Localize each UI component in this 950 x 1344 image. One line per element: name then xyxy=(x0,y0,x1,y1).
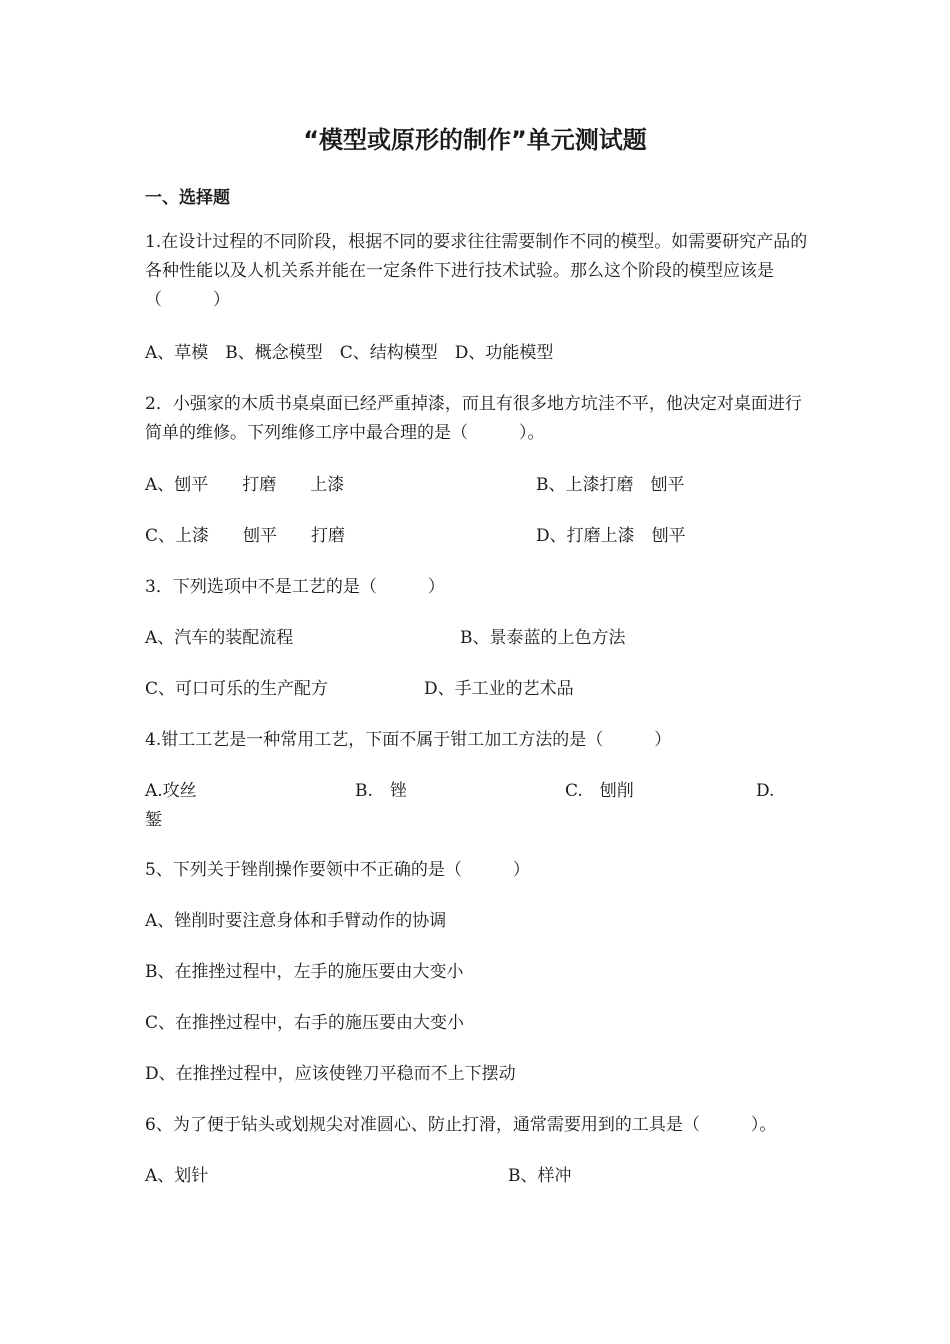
question-1-options: A、草模 B、概念模型 C、结构模型 D、功能模型 xyxy=(145,343,554,363)
question-3-option-b: B、景泰蓝的上色方法 xyxy=(460,628,626,648)
question-2-option-c: C、上漆 刨平 打磨 xyxy=(145,526,346,546)
question-5-option-d: D、在推挫过程中，应该使锉刀平稳而不上下摆动 xyxy=(145,1064,516,1084)
question-5: 5、下列关于锉削操作要领中不正确的是（ ） xyxy=(145,860,530,880)
page-title: “模型或原形的制作”单元测试题 xyxy=(303,126,647,154)
question-4-option-d-continued: 錾 xyxy=(145,810,162,830)
question-4-option-c: C. 刨削 xyxy=(565,781,634,801)
question-6-option-b: B、样冲 xyxy=(508,1166,572,1186)
question-4-option-a: A.攻丝 xyxy=(145,781,197,801)
question-2-option-a: A、刨平 打磨 上漆 xyxy=(145,475,345,495)
question-5-option-a: A、锉削时要注意身体和手臂动作的协调 xyxy=(145,911,447,931)
question-3-option-d: D、手工业的艺术品 xyxy=(424,679,574,699)
question-2: 2．小强家的木质书桌桌面已经严重掉漆，而且有很多地方坑洼不平，他决定对桌面进行简单的维修。下列维修工序中最合理的是（ ）。 xyxy=(145,394,802,443)
question-4: 4.钳工工艺是一种常用工艺，下面不属于钳工加工方法的是（ ） xyxy=(145,730,672,750)
question-5-option-b: B、在推挫过程中，左手的施压要由大变小 xyxy=(145,962,464,982)
question-3: 3．下列选项中不是工艺的是（ ） xyxy=(145,577,445,597)
question-6-option-a: A、划针 xyxy=(145,1166,209,1186)
question-2-option-d: D、打磨上漆 刨平 xyxy=(536,526,686,546)
question-2-option-b: B、上漆打磨 刨平 xyxy=(536,475,685,495)
question-3-option-c: C、可口可乐的生产配方 xyxy=(145,679,329,699)
question-1: 1.在设计过程的不同阶段，根据不同的要求往往需要制作不同的模型。如需要研究产品的各种性能以及人机关系并能在一定条件下进行技术试验。那么这个阶段的模型应该是（ ） xyxy=(145,232,808,310)
question-4-option-d: D. xyxy=(756,781,775,801)
question-3-option-a: A、汽车的装配流程 xyxy=(145,628,294,648)
section-heading: 一、选择题 xyxy=(145,188,230,208)
question-5-option-c: C、在推挫过程中，右手的施压要由大变小 xyxy=(145,1013,465,1033)
question-4-option-b: B. 锉 xyxy=(355,781,407,801)
question-6: 6、为了便于钻头或划规尖对准圆心、防止打滑，通常需要用到的工具是（ ）。 xyxy=(145,1115,777,1135)
